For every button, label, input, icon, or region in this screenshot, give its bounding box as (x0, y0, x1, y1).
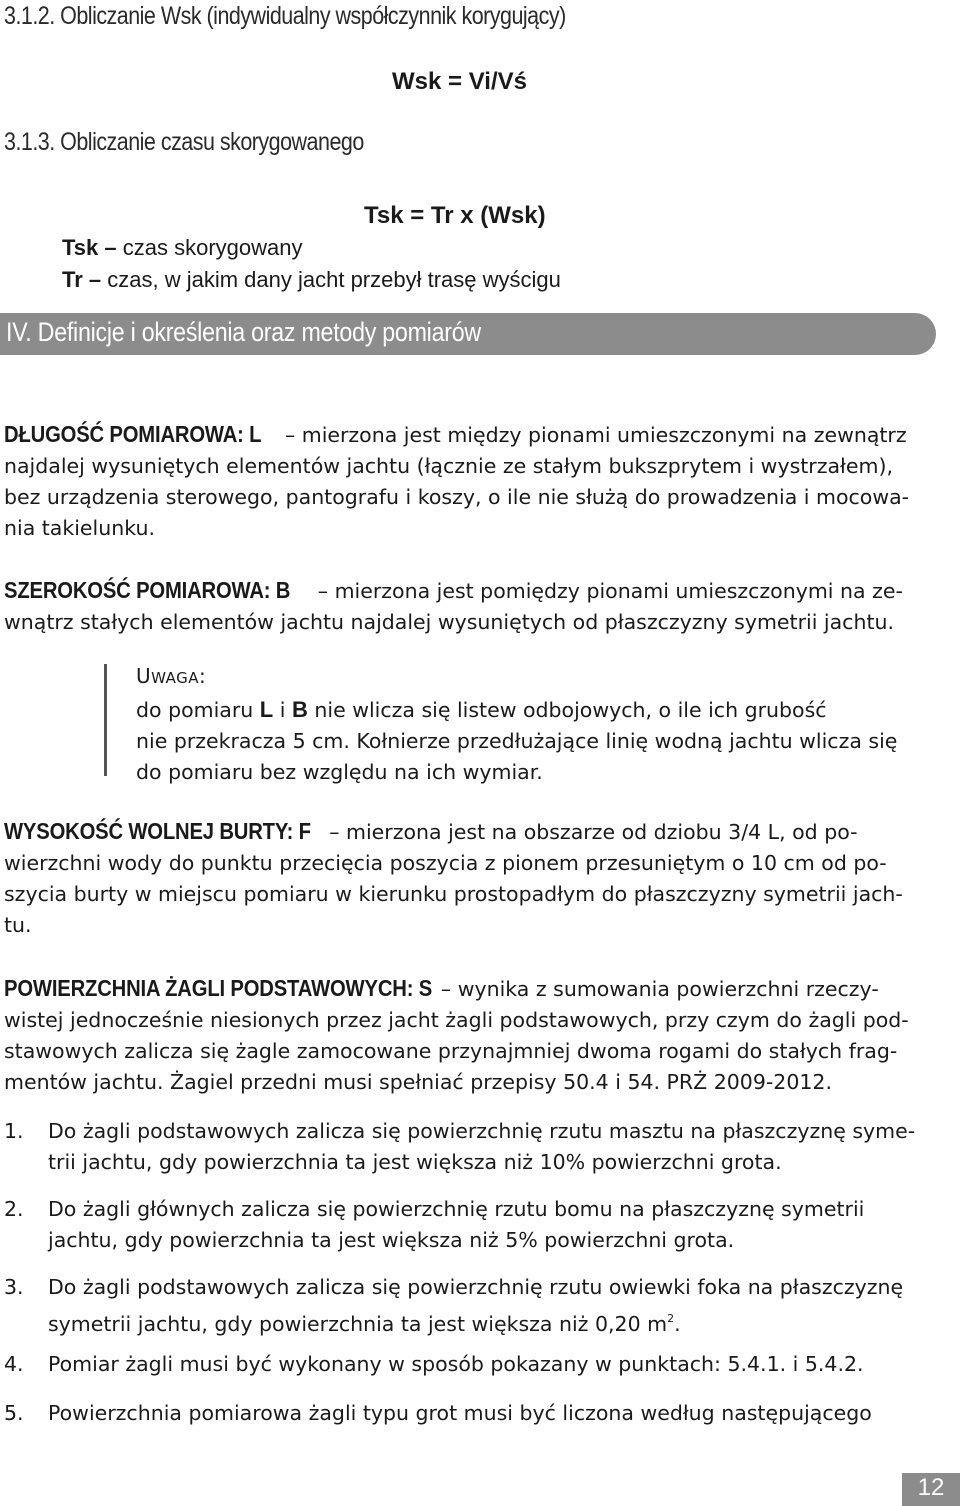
list-number: 2. (4, 1197, 24, 1221)
list-text (48, 1349, 934, 1380)
note-line (136, 694, 936, 726)
list-item (4, 1116, 934, 1178)
note-side-bar (104, 664, 107, 776)
list-line: trii jachtu, gdy powierzchnia ta jest większa niż 10% powierzchni grota. (48, 1150, 782, 1174)
note-title-rest: WAGA (151, 669, 200, 687)
list-line-text: symetrii jachtu, gdy powierzchnia ta jest większa niż 0,20 m (48, 1312, 668, 1336)
paragraph-length (4, 419, 934, 544)
list-line: Do żagli podstawowych zalicza się powierzchnię rzutu masztu na płaszczyznę syme- (48, 1119, 916, 1143)
paragraph-line (4, 419, 934, 451)
paragraph-text: – mierzona jest między pionami umieszczonymi na zewnątrz (278, 423, 907, 447)
list-line (48, 1303, 934, 1340)
note-title-initial: U (136, 664, 152, 688)
list-line: Powierzchnia pomiarowa żagli typu grot musi być liczona według następującego (48, 1401, 872, 1425)
section-heading-3-1-3: 3.1.3. Obliczanie czasu skorygowanego (4, 128, 364, 156)
note-symbol-b: B (291, 697, 308, 722)
superscript: 2 (667, 1312, 675, 1325)
note-text: nie wlicza się listew odbojowych, o ile ich grubość (307, 698, 827, 722)
definition-tsk (62, 235, 302, 261)
definition-tr (62, 267, 561, 293)
paragraph-text: – mierzona jest pomiędzy pionami umieszczonymi na ze- (311, 579, 903, 603)
definition-term: Tr – (62, 267, 102, 292)
list-item (4, 1398, 934, 1429)
definition-term: Tsk – (62, 235, 117, 260)
definition-text: czas skorygowany (116, 235, 303, 260)
list-line: Pomiar żagli musi być wykonany w sposób pokazany w punktach: 5.4.1. i 5.4.2. (48, 1352, 864, 1376)
term-length: DŁUGOŚĆ POMIAROWA: L (4, 421, 262, 447)
list-line-end: . (674, 1312, 681, 1336)
paragraph-freeboard (4, 816, 934, 941)
term-sail-area: POWIERZCHNIA ŻAGLI PODSTAWOWYCH: S (4, 975, 433, 1001)
paragraph-text: – mierzona jest na obszarze od dziobu 3/4 L, od po- (322, 820, 858, 844)
formula-wsk: Wsk = Vi/Vś (392, 68, 527, 95)
formula-tsk: Tsk = Tr x (Wsk) (364, 202, 546, 229)
list-text (48, 1116, 934, 1178)
note-title-colon: : (199, 664, 207, 688)
paragraph-line: mentów jachtu. Żagiel przedni musi spełniać przepisy 50.4 i 54. PRŻ 2009-2012. (4, 1070, 832, 1094)
term-width: SZEROKOŚĆ POMIAROWA: B (4, 577, 291, 603)
note-box (136, 661, 936, 788)
note-text: do pomiaru (136, 698, 260, 722)
paragraph-line: stawowych zalicza się żagle zamocowane przynajmniej dwoma rogami do stałych frag- (4, 1039, 898, 1063)
paragraph-line: najdalej wysuniętych elementów jachtu (łącznie ze stałym bukszprytem i wystrzałem), (4, 454, 893, 478)
paragraph-line: tu. (4, 913, 32, 937)
paragraph-line: bez urządzenia sterowego, pantografu i koszy, o ile nie służą do prowadzenia i mocowa- (4, 485, 910, 509)
list-line: Do żagli głównych zalicza się powierzchnię rzutu bomu na płaszczyznę symetrii (48, 1197, 865, 1221)
list-number: 5. (4, 1401, 24, 1425)
section-heading-3-1-2: 3.1.2. Obliczanie Wsk (indywidualny współczynnik korygujący) (4, 2, 566, 30)
list-number: 3. (4, 1275, 24, 1299)
paragraph-sail-area (4, 973, 934, 1098)
paragraph-width (4, 575, 934, 638)
list-item (4, 1272, 934, 1334)
paragraph-line: szycia burty w miejscu pomiaru w kierunku prostopadłym do płaszczyzny symetrii jach- (4, 882, 903, 906)
list-text (48, 1398, 934, 1429)
list-number: 1. (4, 1119, 24, 1143)
term-freeboard: WYSOKOŚĆ WOLNEJ BURTY: F (4, 818, 311, 844)
list-text (48, 1194, 934, 1256)
note-symbol-l: L (259, 697, 274, 722)
chapter-banner-title: IV. Definicje i określenia oraz metody pomiarów (6, 317, 481, 347)
paragraph-line (4, 575, 934, 607)
list-text (48, 1272, 934, 1340)
page-number: 12 (917, 1474, 945, 1501)
paragraph-line: wierzchni wody do punktu przecięcia poszycia z pionem przesuniętym o 10 cm od po- (4, 851, 887, 875)
paragraph-line: wnątrz stałych elementów jachtu najdalej wysuniętych od płaszczyzny symetrii jachtu. (4, 610, 894, 634)
note-line: do pomiaru bez względu na ich wymiar. (136, 760, 543, 784)
paragraph-text: – wynika z sumowania powierzchni rzeczy- (434, 977, 879, 1001)
paragraph-line (4, 816, 934, 848)
note-text: i (273, 698, 292, 722)
note-line: nie przekracza 5 cm. Kołnierze przedłużające linię wodną jachtu wlicza się (136, 729, 898, 753)
definition-text: czas, w jakim dany jacht przebył trasę wyścigu (101, 267, 561, 292)
list-line: jachtu, gdy powierzchnia ta jest większa niż 5% powierzchni grota. (48, 1228, 735, 1252)
list-line: Do żagli podstawowych zalicza się powierzchnię rzutu owiewki foka na płaszczyznę (48, 1275, 904, 1299)
list-item (4, 1194, 934, 1256)
paragraph-line (4, 973, 934, 1005)
paragraph-line: wistej jednocześnie niesionych przez jacht żagli podstawowych, przy czym do żagli pod- (4, 1008, 909, 1032)
list-item (4, 1349, 934, 1380)
note-title (136, 661, 936, 694)
paragraph-line: nia takielunku. (4, 516, 155, 540)
list-number: 4. (4, 1352, 24, 1376)
